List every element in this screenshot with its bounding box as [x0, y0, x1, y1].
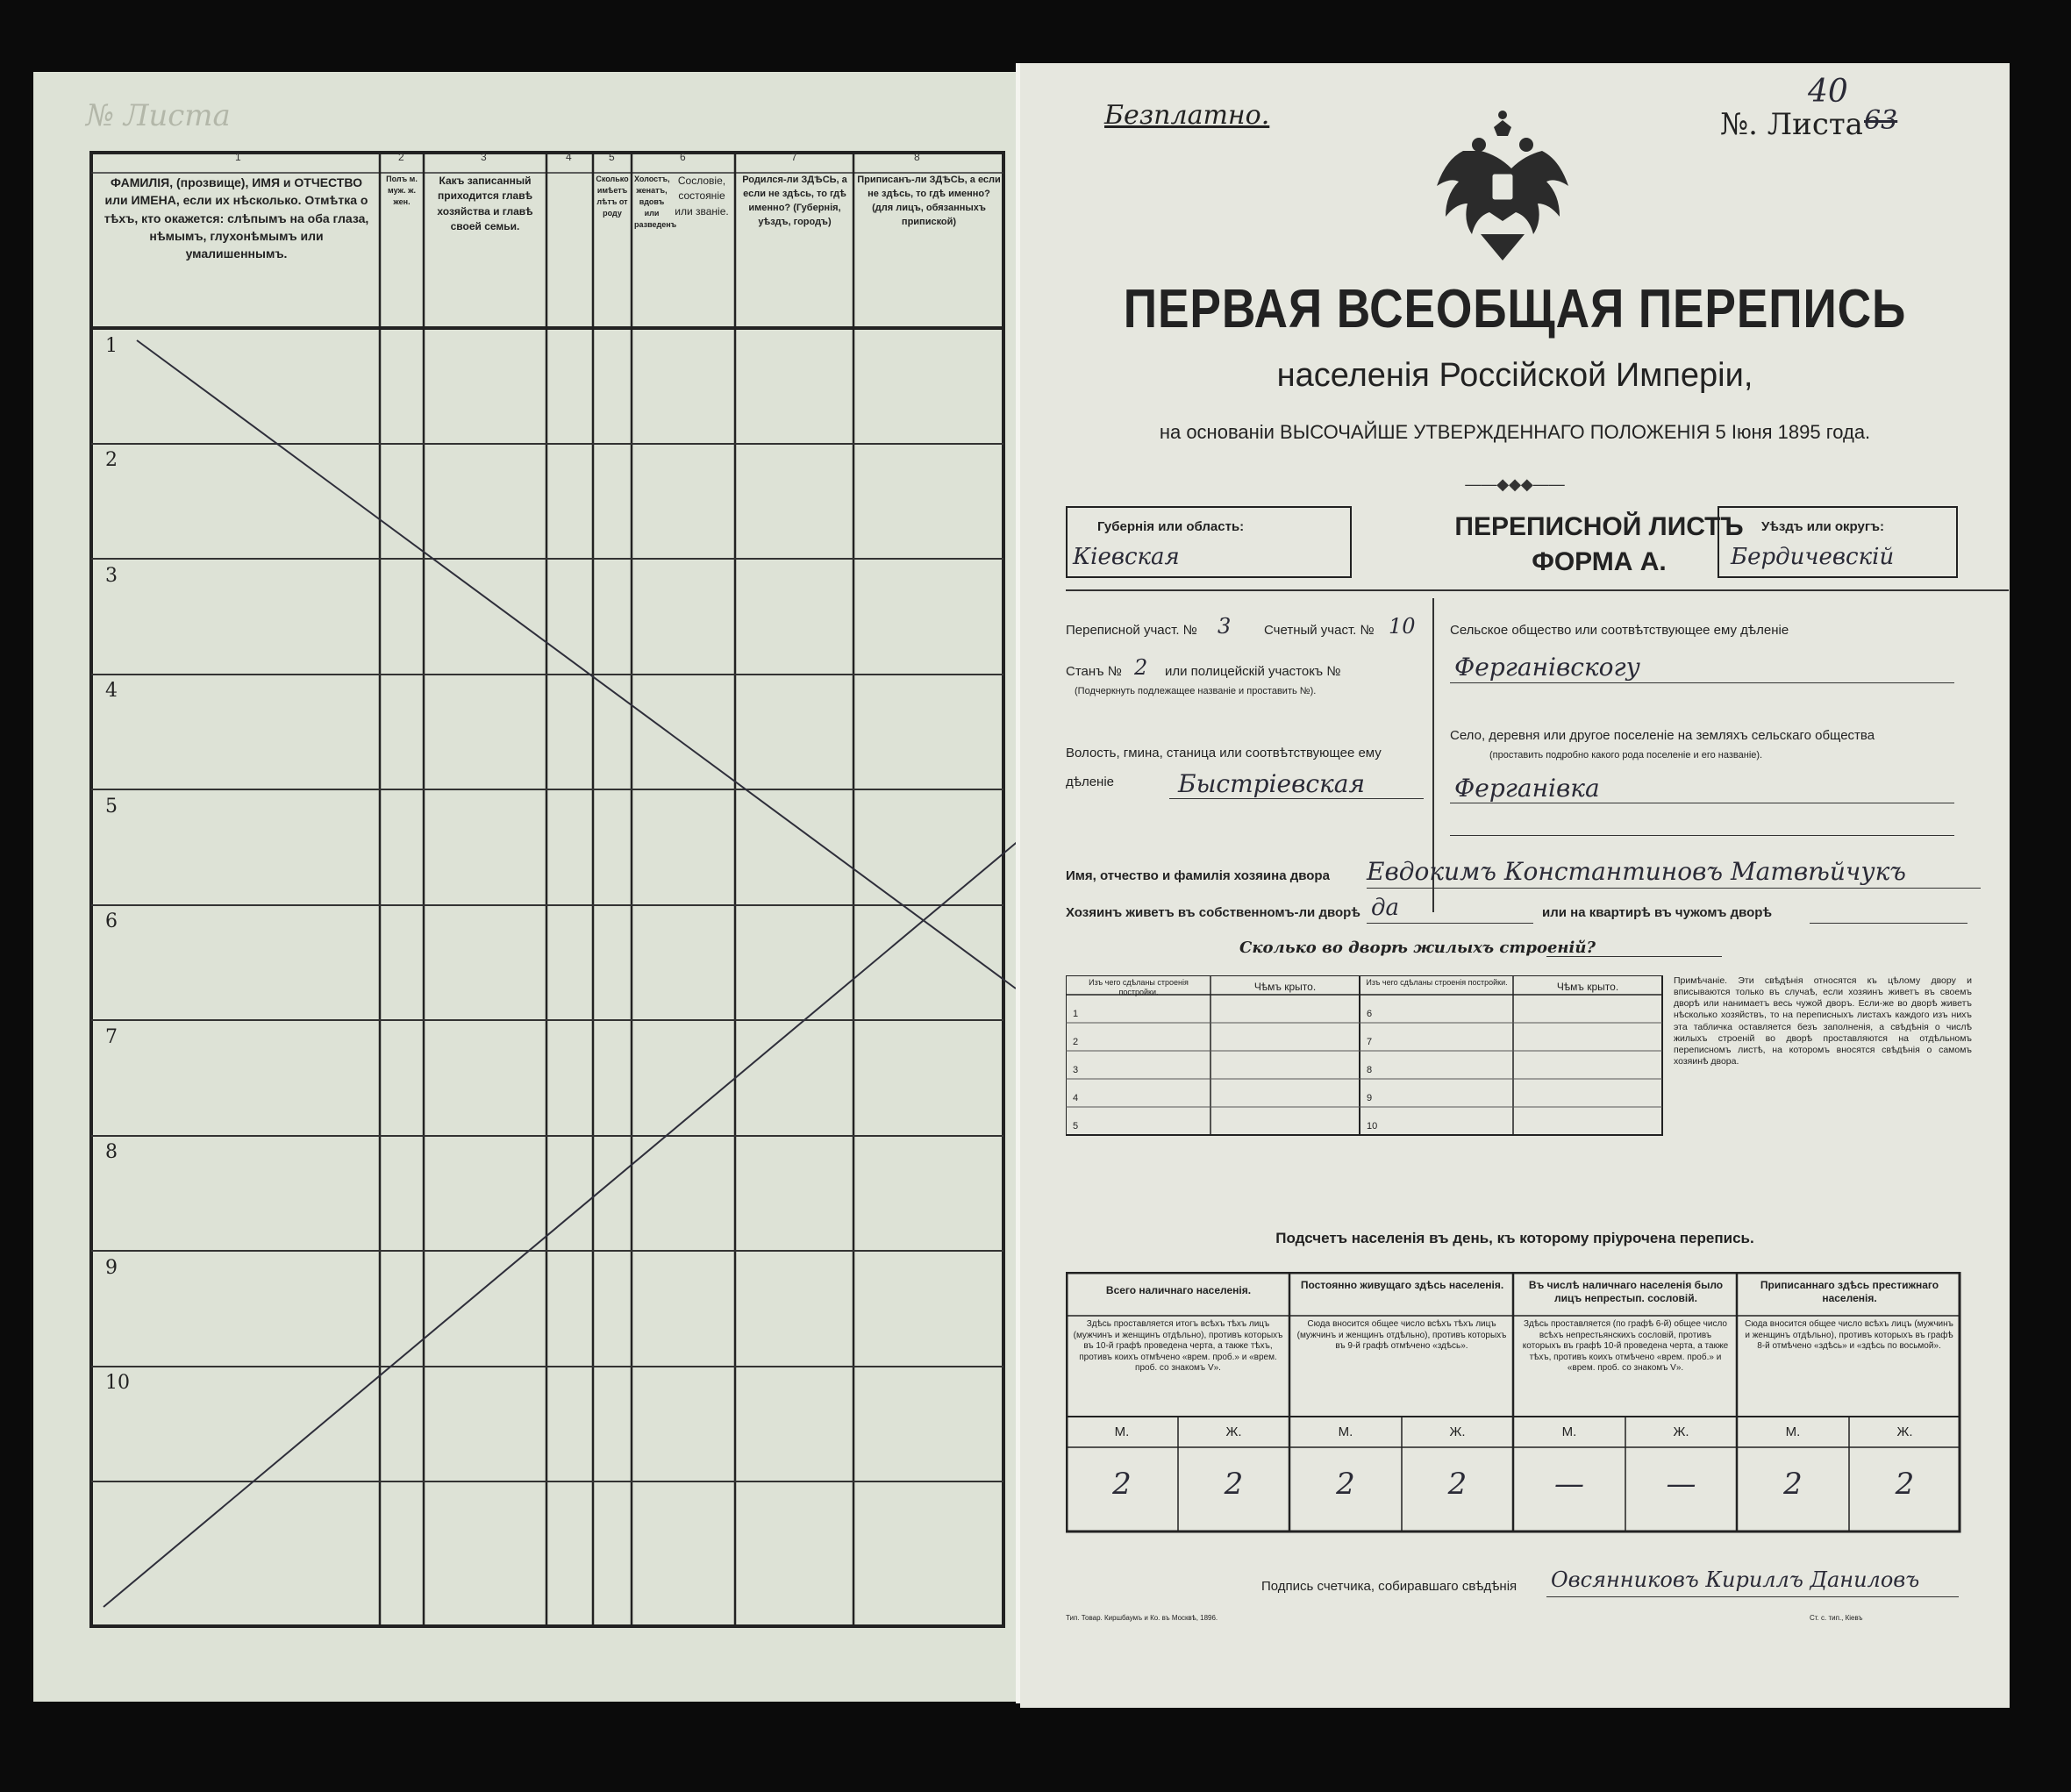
village-label: Село, деревня или другое поселеніе на земляхъ сельскаго общества — [1450, 728, 1875, 743]
own-house-line — [1367, 923, 1533, 924]
volost-line — [1169, 798, 1424, 799]
free-label: Безплатно. — [1104, 100, 1270, 131]
owner-line — [1367, 888, 1981, 889]
column-header-birthplace: Родился-ли ЗДѢСЬ, а если не здѣсь, то гдѣ именно? (Губернія, уѣздъ, городъ) — [742, 175, 847, 227]
row-number: 4 — [105, 680, 118, 702]
counting-unit-value: 10 — [1389, 614, 1416, 639]
row-number: 7 — [105, 1026, 118, 1048]
village-note: (проставить подробно какого рода поселеніе и его названіе). — [1489, 750, 1763, 760]
buildings-header-roof: Чѣмъ крыто. — [1253, 981, 1317, 993]
buildings-header-material: Изъ чего сдѣланы строенія постройки. — [1089, 978, 1189, 997]
left-table-grid — [33, 72, 1020, 1702]
tally-instruction: Сюда вносится общее число всѣхъ тѣхъ лицъ (мужчинъ и женщинъ отдѣльно), противъ которыхъ въ 9-й графѣ отмѣчено «здѣсь». — [1296, 1319, 1507, 1351]
printer-left: Тип. Товар. Киршбаумъ и Ко. въ Москвѣ, 1896. — [1066, 1614, 1218, 1622]
tally-instruction: Здѣсь проставляется итогъ всѣхъ тѣхъ лицъ (мужчинъ и женщинъ отдѣльно), противъ которыхъ въ 10-й графѣ проведена черта, а также тѣхъ, противъ коихъ отмѣчено «врем. проб.» и «врем. проб. со знакомъ V». — [1073, 1319, 1283, 1373]
buildings-row-number: 2 — [1073, 1037, 1079, 1047]
volost-value: Быстріевская — [1178, 769, 1365, 798]
buildings-row-number: 1 — [1073, 1009, 1079, 1019]
form-title-1: ПЕРЕПИСНОЙ ЛИСТЪ — [1454, 512, 1744, 541]
village-line-2 — [1450, 835, 1954, 836]
tally-subheader: М. — [1785, 1424, 1801, 1439]
tally-subheader: М. — [1561, 1424, 1577, 1439]
column-header-age: Сколько имѣетъ лѣтъ от роду — [596, 175, 629, 218]
strike-line-1 — [137, 340, 1016, 989]
column-number: 4 — [566, 151, 572, 163]
column-header-relation: Какъ записанный приходится главѣ хозяйства и главѣ своей семьи. — [437, 175, 533, 233]
province-label: Губернія или область: — [1097, 519, 1245, 534]
strike-line-2 — [104, 839, 1020, 1607]
rural-society-label: Сельское общество или соотвѣтствующее ему дѣленіе — [1450, 623, 1789, 638]
signature-value: Овсянниковъ Кириллъ Даниловъ — [1551, 1567, 1920, 1592]
row-number: 3 — [105, 565, 118, 587]
buildings-row-number: 7 — [1367, 1037, 1373, 1047]
tally-header: Въ числѣ наличнаго населенія было лицъ непрестып. сословій. — [1528, 1279, 1724, 1304]
rent-line — [1810, 923, 1967, 924]
tally-instruction: Здѣсь проставляется (по графѣ 6-й) общее число всѣхъ непрестьянскихъ сословій, противъ которыхъ въ графѣ 10-й проведена черта, а также тѣхъ, противъ коихъ отмѣчено «врем. проб.» и «врем. проб. со знакомъ V». — [1522, 1319, 1729, 1373]
own-house-value: да — [1371, 895, 1399, 921]
tally-value: 2 — [1112, 1467, 1132, 1502]
buildings-line — [1546, 956, 1722, 957]
subtitle: населенія Россійской Имперіи, — [1276, 357, 1753, 394]
district-label: Уѣздъ или округъ: — [1761, 519, 1885, 534]
row-number: 9 — [105, 1257, 118, 1279]
column-number: 5 — [609, 151, 615, 163]
row-number: 2 — [105, 449, 118, 471]
main-title: ПЕРВАЯ ВСЕОБЩАЯ ПЕРЕПИСЬ — [1123, 279, 1907, 339]
census-unit-label: Переписной участ. № — [1066, 623, 1197, 638]
own-house-label: Хозяинъ живетъ въ собственномъ-ли дворѣ — [1066, 905, 1360, 920]
rent-label: или на квартирѣ въ чужомъ дворѣ — [1542, 905, 1773, 920]
buildings-question: Сколько во дворѣ жилыхъ строеній? — [1239, 939, 1596, 957]
tally-subheader: Ж. — [1673, 1424, 1689, 1439]
tally-value: 2 — [1447, 1467, 1468, 1502]
column-number: 2 — [398, 151, 404, 163]
buildings-row-number: 4 — [1073, 1093, 1079, 1103]
buildings-row-number: 3 — [1073, 1065, 1079, 1075]
tally-subheader: Ж. — [1896, 1424, 1913, 1439]
village-value: Ферганівка — [1454, 774, 1600, 803]
column-header-sex: Полъ м. муж. ж. жен. — [386, 175, 418, 207]
column-header-name: ФАМИЛІЯ, (прозвище), ИМЯ и ОТЧЕСТВО или ИМЕНА, если их нѣсколько. Отмѣтка о тѣхъ, кто окажется: слѣпымъ на оба глаза, нѣмымъ, глухонѣмымъ или умалишеннымъ. — [104, 175, 369, 261]
tally-subheader: М. — [1114, 1424, 1130, 1439]
row-number: 1 — [105, 335, 118, 357]
row-number: 8 — [105, 1141, 118, 1163]
district-value: Бердичевскій — [1731, 544, 1895, 570]
buildings-table-grid — [1066, 975, 1680, 1142]
buildings-row-number: 8 — [1367, 1065, 1373, 1075]
tally-value: 2 — [1336, 1467, 1355, 1502]
row-number: 5 — [105, 796, 118, 817]
row-number: 10 — [105, 1372, 130, 1394]
tally-header: Постоянно живущаго здѣсь населенія. — [1300, 1279, 1504, 1291]
tally-value: — — [1666, 1467, 1696, 1502]
column-number: 7 — [791, 151, 797, 163]
stan-value: 2 — [1134, 655, 1148, 680]
tally-value: 2 — [1224, 1467, 1244, 1502]
buildings-row-number: 5 — [1073, 1121, 1079, 1132]
column-number: 1 — [235, 151, 241, 163]
ornament-divider: ——◆◆◆—— — [1465, 475, 1565, 493]
sheet-number-label: №. Листа — [1720, 107, 1863, 142]
ghost-sheet-number: № Листа — [86, 98, 231, 133]
buildings-note: Примѣчаніе. Эти свѣдѣнія относятся къ цѣлому двору и вписываются только въ случаѣ, если хозяинъ живетъ въ своемъ дворѣ или нанимаетъ весь чужой дворъ. Если-же во дворѣ живетъ нѣсколько хозяйствъ, то на переписныхъ листахъ каждого изъ нихъ эта табличка оставляется безъ заполненія, а свѣдѣнія о числѣ жилыхъ строеній во дворѣ проставляются на отдѣльномъ переписномъ листѣ, на которомъ вносятся свѣдѣнія о самомъ хозяинѣ двора. — [1674, 975, 1972, 1067]
left-page — [33, 72, 1020, 1702]
column-number: 6 — [680, 151, 686, 163]
underline-note: (Подчеркнуть подлежащее названіе и проставить №). — [1075, 686, 1317, 696]
tally-title: Подсчетъ населенія въ день, къ которому пріурочена перепись. — [1275, 1230, 1754, 1246]
column-header-registration: Приписанъ-ли ЗДѢСЬ, а если не здѣсь, то гдѣ именно? (для лицъ, обязанныхъ припиской) — [857, 175, 1001, 227]
printer-right: Ст. с. тип., Кіевъ — [1810, 1614, 1863, 1622]
province-value: Кіевская — [1073, 544, 1180, 570]
buildings-row-number: 6 — [1367, 1009, 1373, 1019]
signature-label: Подпись счетчика, собиравшаго свѣдѣнія — [1261, 1579, 1518, 1594]
column-header-marital: Холостъ, женатъ, вдовъ или разведенъ — [634, 175, 677, 230]
divider — [1066, 589, 2009, 591]
sheet-number-old: 63 — [1864, 105, 1898, 136]
sheet-number-handwritten: 40 — [1808, 74, 1848, 110]
stan-label: Станъ № — [1066, 664, 1122, 679]
tally-value: — — [1554, 1467, 1584, 1502]
tally-instruction: Сюда вносится общее число всѣхъ лицъ (мужчинъ и женщинъ отдѣльно), противъ которыхъ въ графѣ 8-й отмѣчено «здѣсь» и «здѣсь по восьмой». — [1745, 1319, 1953, 1351]
column-header-estate: Сословіе, состояніе или званіе. — [675, 175, 729, 218]
legal-basis: на основаніи ВЫСОЧАЙШЕ УТВЕРЖДЕННАГО ПОЛОЖЕНІЯ 5 Іюня 1895 года. — [1159, 421, 1871, 443]
tally-value: 2 — [1895, 1467, 1915, 1502]
buildings-header-roof-2: Чѣмъ крыто. — [1556, 981, 1619, 993]
buildings-header-material-2: Изъ чего сдѣланы строенія постройки. — [1366, 978, 1508, 987]
owner-value: Евдокимъ Константиновъ Матвѣйчукъ — [1367, 857, 1906, 886]
police-label: или полицейскій участокъ № — [1165, 664, 1341, 679]
buildings-row-number: 10 — [1367, 1121, 1378, 1132]
row-number: 6 — [105, 910, 118, 932]
census-unit-value: 3 — [1218, 614, 1232, 639]
signature-line — [1546, 1596, 1959, 1597]
column-number: 3 — [481, 151, 487, 163]
tally-header: Всего наличнаго населенія. — [1105, 1284, 1252, 1296]
counting-unit-label: Счетный участ. № — [1264, 623, 1375, 638]
tally-subheader: Ж. — [1225, 1424, 1242, 1439]
rural-society-value: Ферганівскогу — [1454, 653, 1640, 682]
right-page — [1020, 63, 2010, 1708]
buildings-row-number: 9 — [1367, 1093, 1373, 1103]
tally-subheader: Ж. — [1449, 1424, 1466, 1439]
column-number: 8 — [914, 151, 920, 163]
imperial-eagle-emblem — [1428, 103, 1577, 269]
owner-label: Имя, отчество и фамилія хозяина двора — [1066, 868, 1330, 883]
tally-value: 2 — [1783, 1467, 1803, 1502]
form-title-2: ФОРМА А. — [1532, 547, 1667, 576]
rural-society-line — [1450, 682, 1954, 683]
volost-label: Волость, гмина, станица или соотвѣтствующее ему дѣленіе — [1066, 746, 1382, 789]
tally-subheader: М. — [1338, 1424, 1353, 1439]
tally-header: Приписаннаго здѣсь престижнаго населенія. — [1760, 1279, 1939, 1304]
